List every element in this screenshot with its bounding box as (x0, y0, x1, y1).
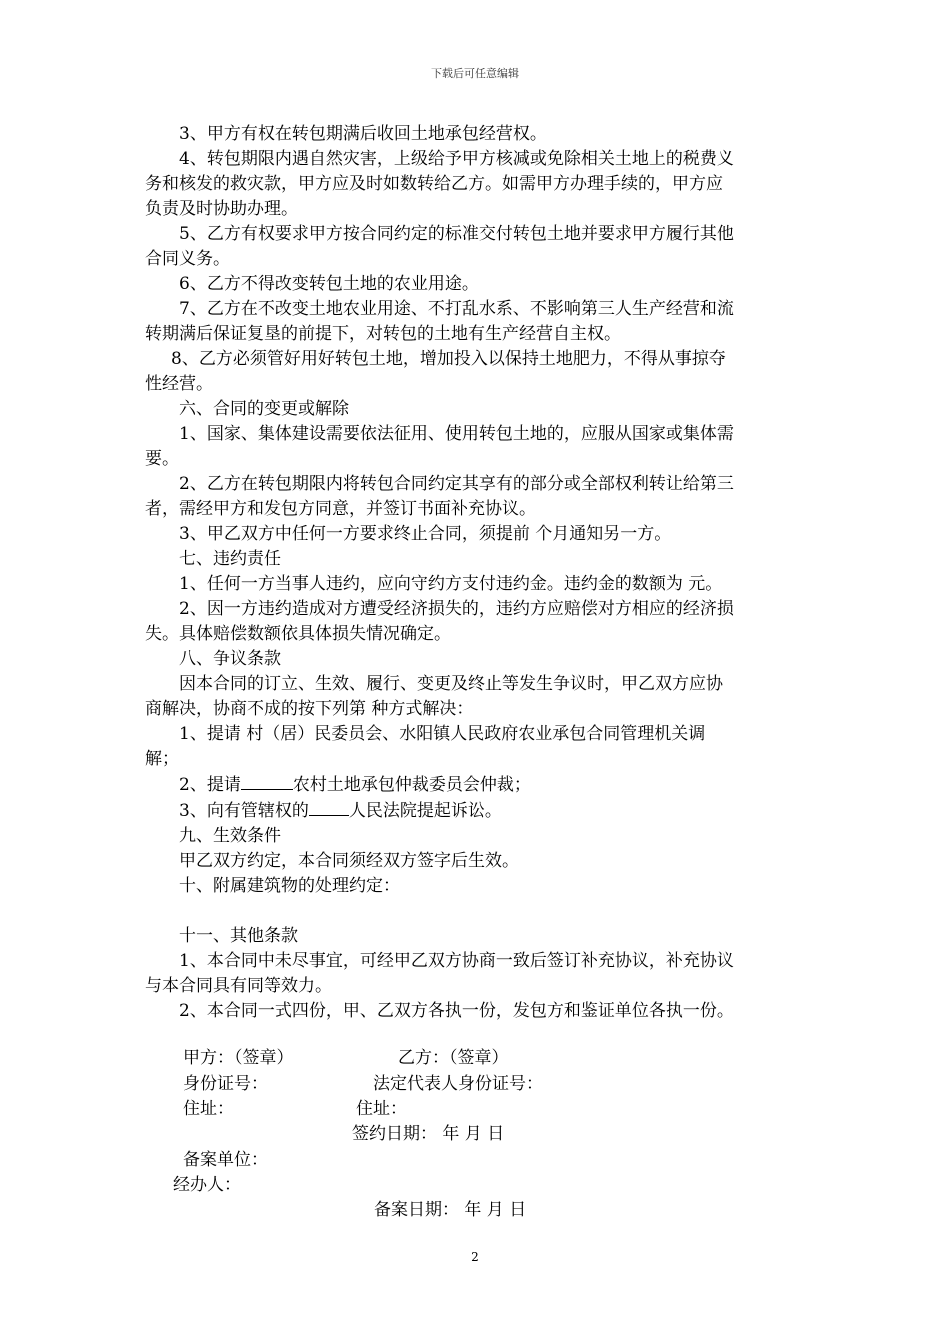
clause-5-7-line2: 转期满后保证复垦的前提下，对转包的土地有生产经营自主权。 (145, 324, 621, 344)
clause-5-8-line2: 性经营。 (145, 374, 213, 394)
section-11-heading: 十一、其他条款 (179, 926, 298, 946)
blank-underline (241, 772, 293, 790)
clause-5-6: 6、乙方不得改变转包土地的农业用途。 (179, 274, 479, 294)
clause-8-2 (145, 772, 808, 798)
section-10-heading: 十、附属建筑物的处理约定： (179, 876, 400, 896)
clause-8-intro-line1: 因本合同的订立、生效、履行、变更及终止等发生争议时，甲乙双方应协 (179, 674, 723, 694)
clause-8-intro-line2: 商解决，协商不成的按下列第 种方式解决： (145, 699, 474, 719)
blank-underline (309, 798, 349, 816)
party-a-id: 身份证号： (183, 1074, 268, 1094)
clause-6-3: 3、甲乙双方中任何一方要求终止合同，须提前 个月通知另一方。 (179, 524, 672, 544)
clause-5-4-line2: 务和核发的救灾款，甲方应及时如数转给乙方。如需甲方办理手续的，甲方应 (145, 174, 723, 194)
clause-7-2-line2: 失。具体赔偿数额依具体损失情况确定。 (145, 624, 451, 644)
blank-line (145, 899, 808, 924)
clause-6-1-line2: 要。 (145, 449, 179, 469)
clause-5-7-line1: 7、乙方在不改变土地农业用途、不打乱水系、不影响第三人生产经营和流 (179, 299, 734, 319)
sign-date: 签约日期： 年 月 日 (352, 1124, 505, 1144)
clause-9-text: 甲乙双方约定，本合同须经双方签字后生效。 (179, 851, 519, 871)
clause-8-2-suffix: 农村土地承包仲裁委员会仲裁； (292, 775, 531, 795)
clause-5-4-line3: 负责及时协助办理。 (145, 199, 298, 219)
clause-5-4-line1: 4、转包期限内遇自然灾害，上级给予甲方核减或免除相关土地上的税费义 (179, 149, 734, 169)
party-b-id: 法定代表人身份证号： (373, 1074, 543, 1094)
party-b-seal: 乙方：（签章） (398, 1048, 509, 1068)
section-6-heading: 六、合同的变更或解除 (179, 399, 349, 419)
party-a-seal: 甲方：（签章） (183, 1048, 294, 1068)
page-number: 2 (471, 1250, 479, 1264)
clause-7-2-line1: 2、因一方违约造成对方遭受经济损失的，违约方应赔偿对方相应的经济损 (179, 599, 734, 619)
contract-body (145, 122, 808, 1024)
clause-11-1-line1: 1、本合同中未尽事宜，可经甲乙双方协商一致后签订补充协议，补充协议 (179, 951, 734, 971)
party-b-address: 住址： (356, 1099, 407, 1119)
filing-date: 备案日期： 年 月 日 (374, 1200, 527, 1220)
clause-8-2-prefix: 2、提请 (179, 775, 241, 795)
filing-unit: 备案单位： (183, 1150, 268, 1170)
clause-8-3 (145, 798, 808, 824)
clause-5-5-line1: 5、乙方有权要求甲方按合同约定的标准交付转包土地并要求甲方履行其他 (179, 224, 734, 244)
handler: 经办人： (173, 1175, 241, 1195)
section-7-heading: 七、违约责任 (179, 549, 281, 569)
clause-5-5-line2: 合同义务。 (145, 249, 230, 269)
clause-5-3: 3、甲方有权在转包期满后收回土地承包经营权。 (179, 124, 547, 144)
clause-6-2-line1: 2、乙方在转包期限内将转包合同约定其享有的部分或全部权利转让给第三 (179, 474, 734, 494)
clause-8-1-line2: 解； (145, 749, 179, 769)
party-a-address: 住址： (183, 1099, 234, 1119)
clause-6-2-line2: 者，需经甲方和发包方同意，并签订书面补充协议。 (145, 499, 536, 519)
section-8-heading: 八、争议条款 (179, 649, 281, 669)
clause-8-3-prefix: 3、向有管辖权的 (179, 801, 309, 821)
clause-11-1-line2: 与本合同具有同等效力。 (145, 976, 332, 996)
clause-11-2: 2、本合同一式四份，甲、乙双方各执一份，发包方和鉴证单位各执一份。 (179, 1001, 734, 1021)
clause-7-1: 1、任何一方当事人违约，应向守约方支付违约金。违约金的数额为 元。 (179, 574, 723, 594)
clause-6-1-line1: 1、国家、集体建设需要依法征用、使用转包土地的，应服从国家或集体需 (179, 424, 734, 444)
page-header: 下载后可任意编辑 (431, 67, 519, 80)
section-9-heading: 九、生效条件 (179, 826, 281, 846)
clause-8-3-suffix: 人民法院提起诉讼。 (348, 801, 502, 821)
clause-5-8-line1: 8、乙方必须管好用好转包土地，增加投入以保持土地肥力，不得从事掠夺 (171, 349, 726, 369)
clause-8-1-line1: 1、提请 村（居）民委员会、水阳镇人民政府农业承包合同管理机关调 (179, 724, 706, 744)
